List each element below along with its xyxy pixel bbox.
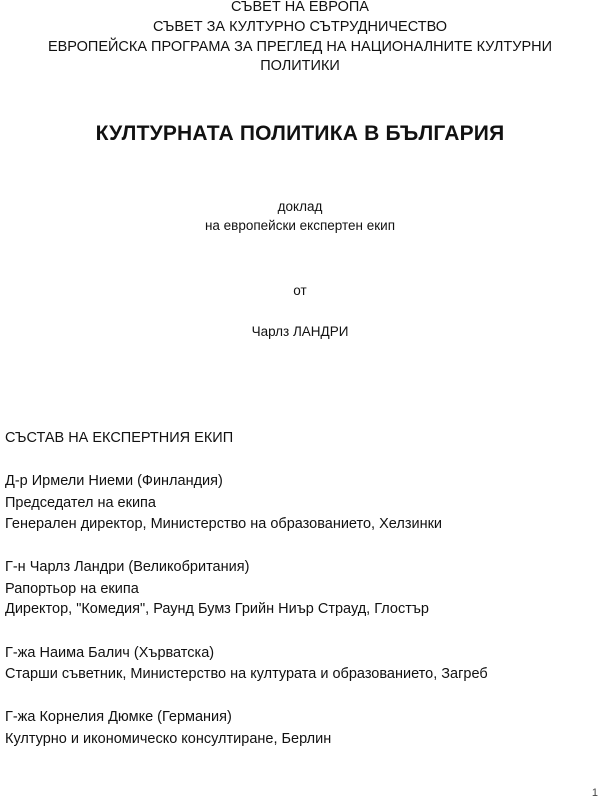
member-position: Старши съветник, Министерство на културата и образованието, Загреб bbox=[5, 666, 488, 682]
member-name: Д-р Ирмели Ниеми (Финландия) bbox=[5, 473, 223, 489]
subtitle-report: доклад bbox=[277, 199, 323, 214]
subtitle-by: от bbox=[293, 283, 307, 298]
author-name: Чарлз ЛАНДРИ bbox=[251, 324, 349, 339]
document-title: КУЛТУРНАТА ПОЛИТИКА В БЪЛГАРИЯ bbox=[95, 122, 505, 145]
header-line-program: ЕВРОПЕЙСКА ПРОГРАМА ЗА ПРЕГЛЕД НА НАЦИОНАЛНИТЕ КУЛТУРНИ bbox=[47, 39, 553, 55]
member-role: Рапортьор на екипа bbox=[5, 581, 139, 597]
header-line-program-cont: ПОЛИТИКИ bbox=[260, 58, 340, 74]
header-line-council-cultural-cooperation: СЪВЕТ ЗА КУЛТУРНО СЪТРУДНИЧЕСТВО bbox=[152, 19, 448, 35]
member-role: Председател на екипа bbox=[5, 495, 156, 511]
member-position: Генерален директор, Министерство на образованието, Хелзинки bbox=[5, 516, 443, 532]
member-name: Г-жа Наима Балич (Хърватска) bbox=[5, 645, 215, 661]
member-position: Директор, "Комедия", Раунд Бумз Грийн Ниър Страуд, Глостър bbox=[5, 601, 429, 617]
team-heading: СЪСТАВ НА ЕКСПЕРТНИЯ ЕКИП bbox=[5, 430, 234, 446]
member-position: Културно и икономическо консултиране, Берлин bbox=[5, 731, 332, 747]
header-line-council-of-europe: СЪВЕТ НА ЕВРОПА bbox=[231, 0, 369, 15]
page-number: 1 bbox=[591, 787, 598, 799]
subtitle-team: на европейски експертен екип bbox=[204, 218, 396, 233]
member-name: Г-жа Корнелия Дюмке (Германия) bbox=[5, 709, 232, 725]
member-name: Г-н Чарлз Ландри (Великобритания) bbox=[5, 559, 250, 575]
